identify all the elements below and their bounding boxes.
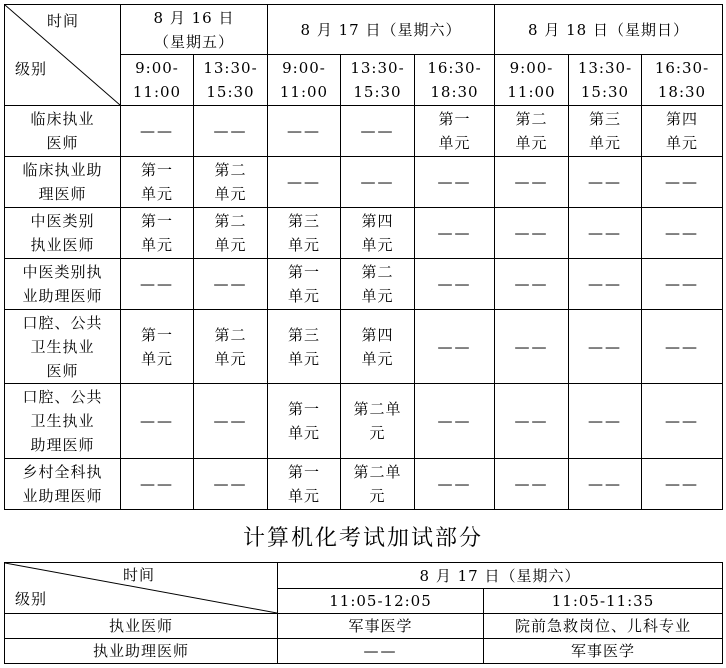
schedule-cell: 第一 单元 [268, 459, 341, 510]
level-cell: 执业助理医师 [5, 639, 278, 664]
date-header-aug18: 8 月 18 日（星期日） [495, 5, 723, 55]
schedule-cell: —— [341, 106, 415, 157]
table-row [5, 459, 723, 510]
schedule-cell: —— [194, 259, 268, 310]
table-row [5, 310, 723, 384]
schedule-cell: —— [569, 310, 642, 384]
header-corner-cell [5, 5, 121, 106]
schedule-cell: —— [121, 106, 194, 157]
level-label: 级别 [15, 60, 48, 78]
computer-exam-table [4, 562, 723, 664]
time-slot: 9:00- 11:00 [495, 55, 569, 106]
schedule-cell: —— [642, 384, 723, 459]
schedule-cell: 第三 单元 [268, 208, 341, 259]
level-cell: 中医类别执 业助理医师 [5, 259, 121, 310]
date-header-aug17: 8 月 17 日（星期六） [278, 563, 723, 589]
table-row [5, 106, 723, 157]
time-slot: 13:30- 15:30 [194, 55, 268, 106]
time-slot: 16:30- 18:30 [415, 55, 495, 106]
schedule-cell: —— [569, 208, 642, 259]
schedule-cell: —— [495, 310, 569, 384]
level-cell: 口腔、公共 卫生执业 医师 [5, 310, 121, 384]
schedule-cell: —— [194, 106, 268, 157]
schedule-cell: 第一 单元 [121, 157, 194, 208]
schedule-cell: —— [194, 384, 268, 459]
subject-cell: 军事医学 [278, 614, 484, 639]
schedule-cell: —— [121, 259, 194, 310]
schedule-cell: —— [415, 157, 495, 208]
time-label: 时间 [123, 566, 156, 584]
schedule-cell: 第四 单元 [341, 208, 415, 259]
time-slot: 13:30- 15:30 [569, 55, 642, 106]
schedule-cell: —— [268, 106, 341, 157]
schedule-cell: 第三 单元 [569, 106, 642, 157]
schedule-cell: —— [642, 310, 723, 384]
table-row [5, 208, 723, 259]
level-cell: 临床执业 医师 [5, 106, 121, 157]
time-slot: 11:05-11:35 [484, 589, 723, 614]
table-row [5, 384, 723, 459]
schedule-cell: 第一 单元 [415, 106, 495, 157]
time-slot: 11:05-12:05 [278, 589, 484, 614]
date-header-aug17: 8 月 17 日（星期六） [268, 5, 495, 55]
subject-cell: 军事医学 [484, 639, 723, 664]
schedule-cell: —— [569, 384, 642, 459]
schedule-cell: 第四 单元 [341, 310, 415, 384]
schedule-cell: —— [121, 384, 194, 459]
time-label: 时间 [47, 12, 80, 30]
level-cell: 口腔、公共 卫生执业 助理医师 [5, 384, 121, 459]
schedule-cell: —— [194, 459, 268, 510]
table-row [5, 614, 723, 639]
subject-cell: —— [278, 639, 484, 664]
subject-cell: 院前急救岗位、儿科专业 [484, 614, 723, 639]
time-slot: 9:00- 11:00 [268, 55, 341, 106]
schedule-cell: 第四 单元 [642, 106, 723, 157]
schedule-cell: 第一 单元 [268, 384, 341, 459]
schedule-cell: —— [415, 384, 495, 459]
schedule-cell: —— [569, 157, 642, 208]
schedule-cell: —— [121, 459, 194, 510]
schedule-cell: —— [642, 157, 723, 208]
schedule-cell: —— [569, 459, 642, 510]
schedule-cell: —— [341, 157, 415, 208]
level-label: 级别 [15, 590, 48, 608]
schedule-cell: —— [415, 259, 495, 310]
schedule-cell: 第二 单元 [194, 208, 268, 259]
schedule-cell: —— [642, 259, 723, 310]
level-cell: 执业医师 [5, 614, 278, 639]
schedule-cell: 第二 单元 [194, 157, 268, 208]
schedule-cell: —— [495, 208, 569, 259]
schedule-cell: —— [268, 157, 341, 208]
schedule-cell: 第二 单元 [495, 106, 569, 157]
exam-schedule-table [4, 4, 723, 510]
schedule-cell: —— [415, 310, 495, 384]
table-row [5, 639, 723, 664]
schedule-cell: —— [642, 208, 723, 259]
time-slot: 13:30- 15:30 [341, 55, 415, 106]
table-row [5, 157, 723, 208]
date-header-aug16: 8 月 16 日 （星期五） [121, 5, 268, 55]
schedule-cell: 第二 单元 [341, 259, 415, 310]
schedule-cell: 第二单 元 [341, 384, 415, 459]
table-row [5, 259, 723, 310]
section-title: 计算机化考试加试部分 [242, 526, 483, 551]
schedule-cell: —— [495, 459, 569, 510]
schedule-cell: —— [569, 259, 642, 310]
schedule-cell: —— [415, 208, 495, 259]
schedule-cell: 第三 单元 [268, 310, 341, 384]
schedule-cell: —— [415, 459, 495, 510]
schedule-cell: —— [495, 384, 569, 459]
schedule-cell: 第一 单元 [121, 208, 194, 259]
level-cell: 乡村全科执 业助理医师 [5, 459, 121, 510]
schedule-cell: —— [495, 259, 569, 310]
schedule-cell: 第一 单元 [268, 259, 341, 310]
schedule-cell: 第一 单元 [121, 310, 194, 384]
schedule-cell: —— [642, 459, 723, 510]
level-cell: 临床执业助 理医师 [5, 157, 121, 208]
time-slot: 16:30- 18:30 [642, 55, 723, 106]
schedule-cell: 第二 单元 [194, 310, 268, 384]
schedule-cell: —— [495, 157, 569, 208]
time-slot: 9:00- 11:00 [121, 55, 194, 106]
extra-header-corner-cell [5, 563, 278, 614]
level-cell: 中医类别 执业医师 [5, 208, 121, 259]
schedule-cell: 第二单 元 [341, 459, 415, 510]
